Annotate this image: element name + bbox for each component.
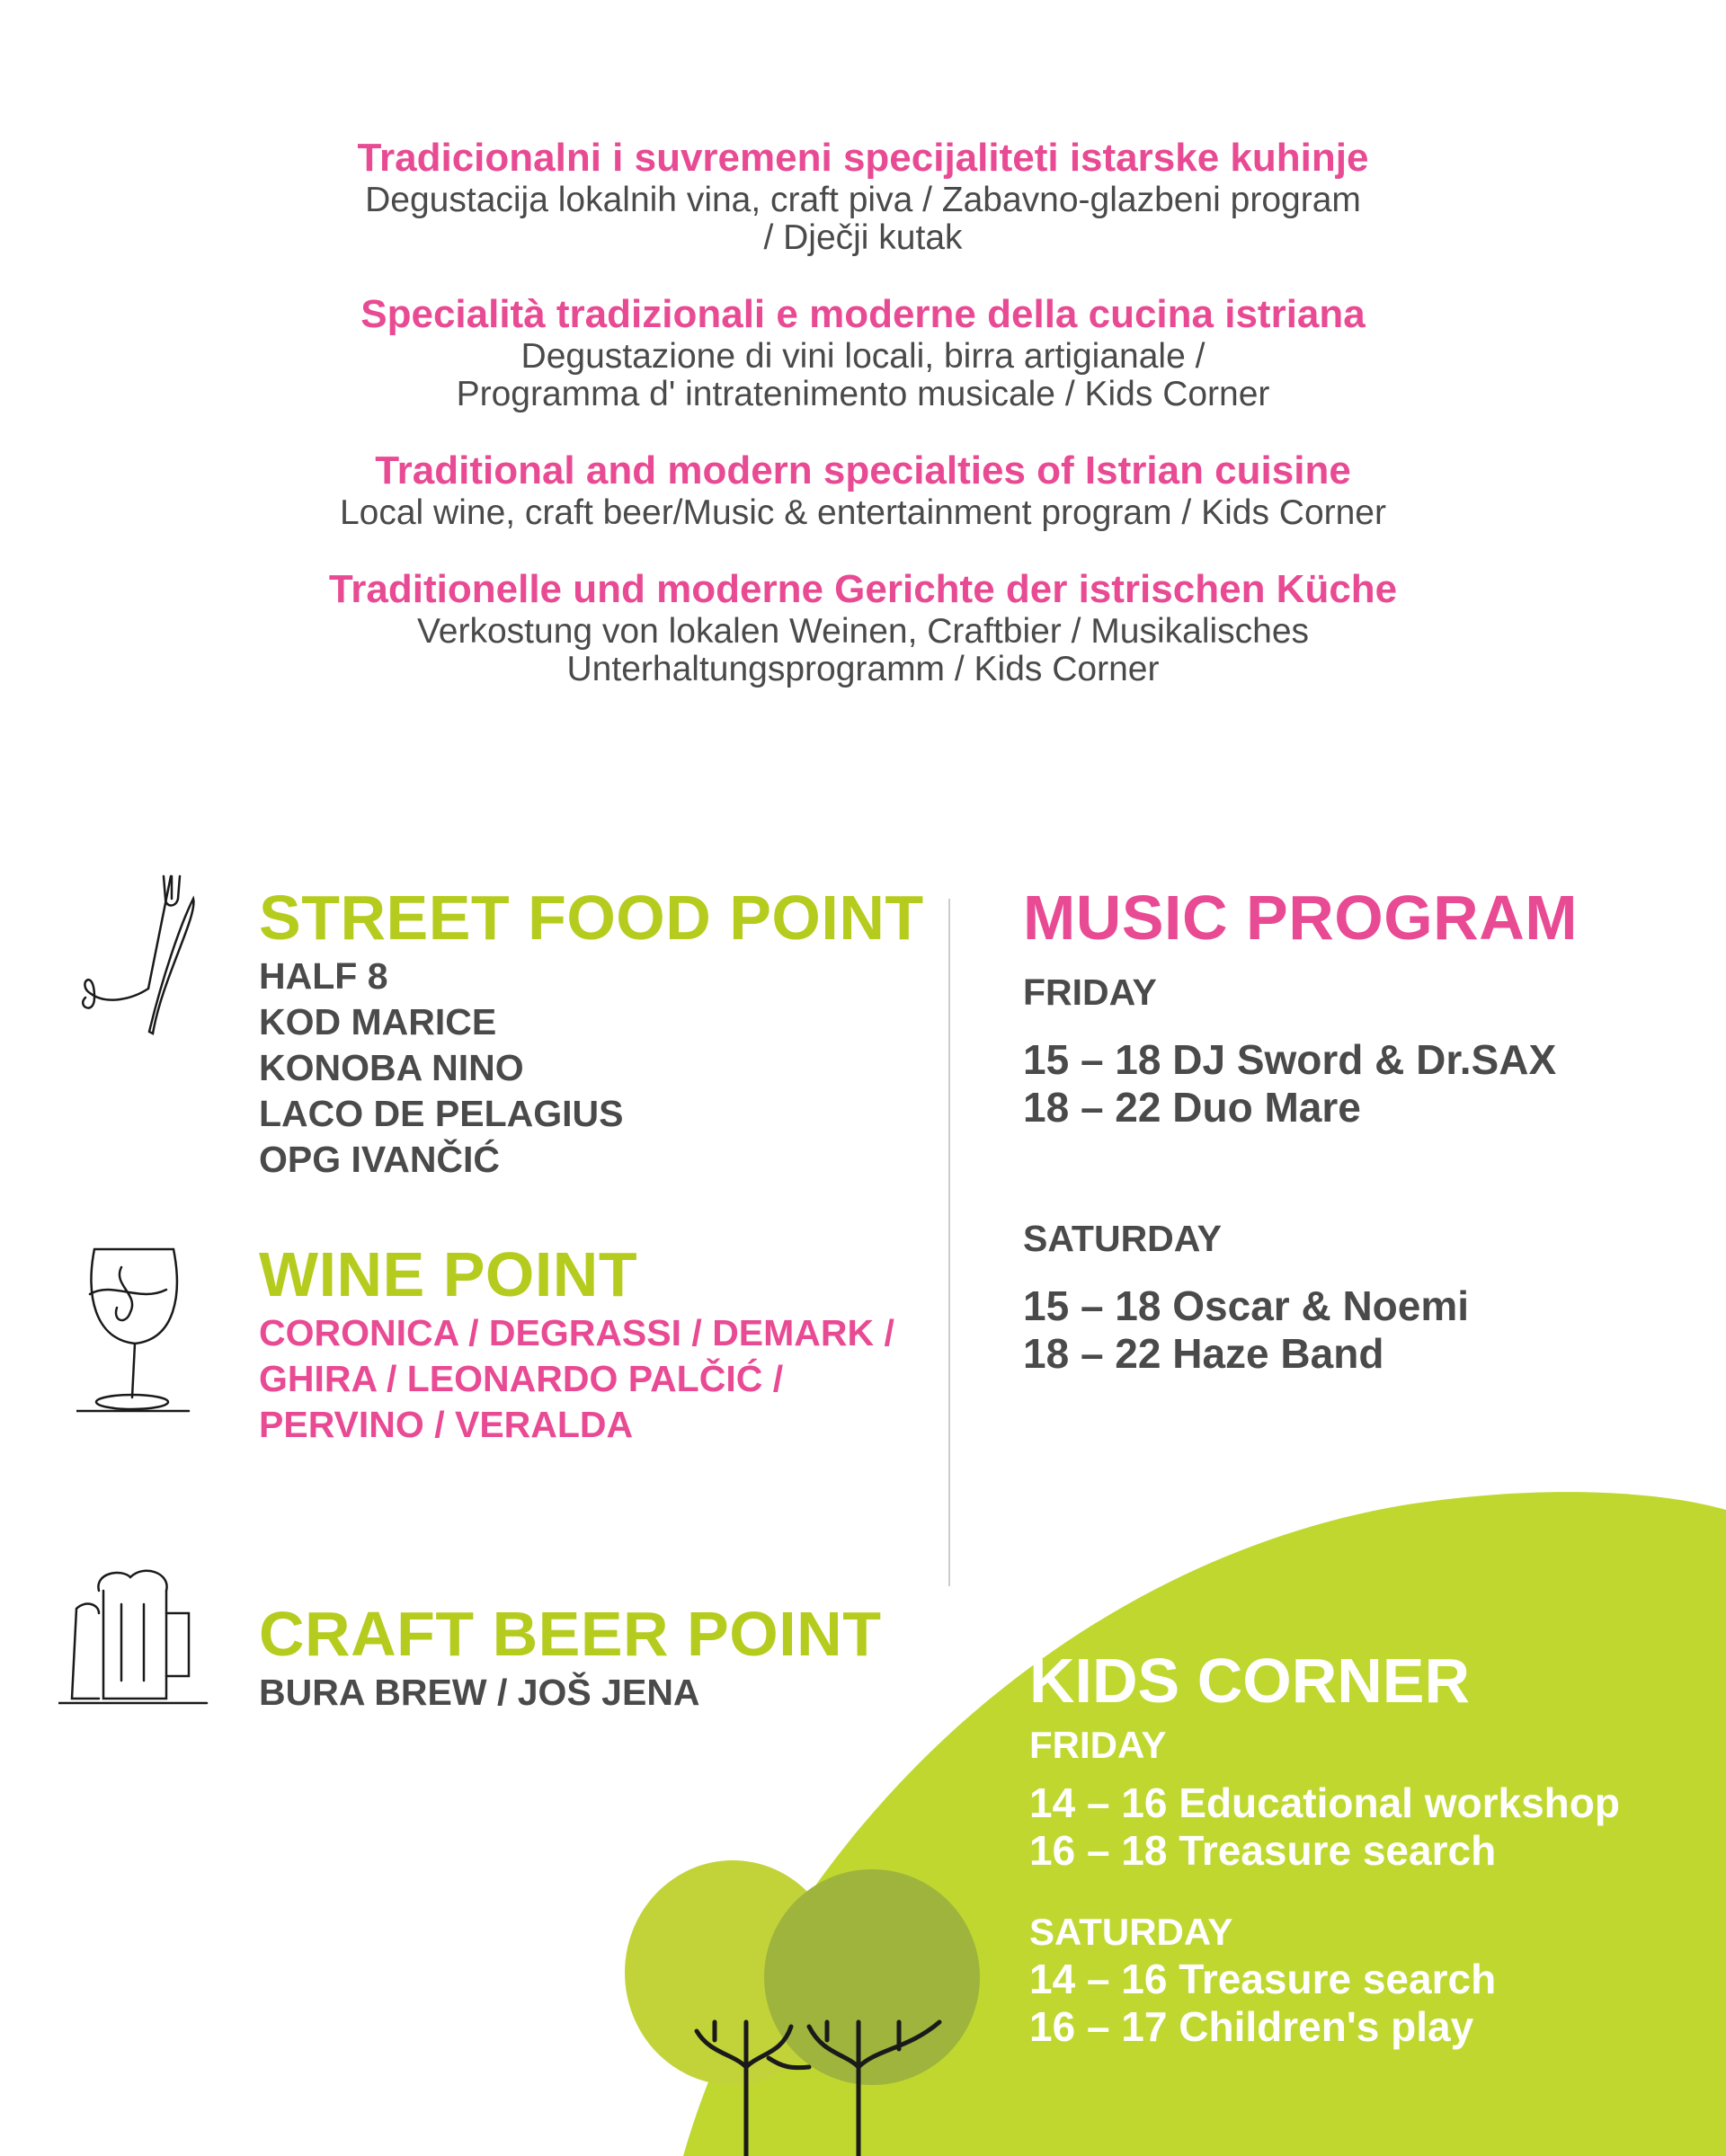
wine-glass-icon [76,1240,193,1420]
list-item: KONOBA NINO [259,1047,524,1088]
music-slot: 15 – 18 DJ Sword & Dr.SAX [1023,1036,1557,1083]
beer-mug-icon [58,1564,211,1708]
music-title: MUSIC PROGRAM [1023,883,1579,953]
wine-line: CORONICA / DEGRASSI / DEMARK / [259,1312,894,1353]
kids-corner-section [1029,1645,1620,2051]
music-slot: 18 – 22 Haze Band [1023,1330,1384,1377]
street-food-title: STREET FOOD POINT [259,883,924,953]
intro-line: Programma d' intratenimento musicale / Kids Corner [456,375,1270,413]
kids-slot: 16 – 17 Children's play [1029,2003,1474,2050]
street-food-section [259,883,924,1183]
intro-title-en: Traditional and modern specialties of Istrian cuisine [375,448,1351,492]
list-item: OPG IVANČIĆ [259,1139,501,1180]
music-friday-slots [1023,1036,1578,1131]
list-item: KOD MARICE [259,1001,497,1043]
intro-line: Unterhaltungsprogramm / Kids Corner [566,650,1160,688]
intro-title-it: Specialità tradizionali e moderne della cucina istriana [360,292,1366,336]
list-item: BURA BREW / JOŠ JENA [259,1672,700,1713]
kids-slot: 16 – 18 Treasure search [1029,1827,1497,1874]
intro-title-hr: Tradicionalni i suvremeni specijaliteti istarske kuhinje [357,136,1369,180]
intro-line: / Dječji kutak [763,218,963,257]
street-food-list [259,954,924,1183]
kids-slot: 14 – 16 Educational workshop [1029,1779,1620,1826]
kids-corner-title: KIDS CORNER [1029,1646,1471,1716]
intro-line: Degustazione di vini locali, birra artigianale / [520,337,1206,376]
list-item: LACO DE PELAGIUS [259,1093,624,1134]
wine-line: PERVINO / VERALDA [259,1404,634,1445]
intro-title-de: Traditionelle und moderne Gerichte der istrischen Küche [328,567,1398,611]
wine-line: GHIRA / LEONARDO PALČIĆ / [259,1358,784,1399]
list-item: HALF 8 [259,955,388,997]
wine-list [259,1310,894,1448]
wine-section [259,1240,894,1448]
kids-friday-label: FRIDAY [1029,1724,1167,1766]
column-divider [948,899,950,1586]
kids-saturday-label: SATURDAY [1029,1911,1233,1953]
intro-line: Degustacija lokalnih vina, craft piva / Zabavno-glazbeni program [365,181,1361,219]
kids-friday-slots [1029,1779,1620,1875]
wine-title: WINE POINT [259,1239,638,1309]
intro-line: Local wine, craft beer/Music & entertainment program / Kids Corner [339,493,1386,532]
music-saturday-slots [1023,1282,1578,1378]
intro-line: Verkostung von lokalen Weinen, Craftbier / Musikalisches [416,612,1310,651]
kids-slot: 14 – 16 Treasure search [1029,1956,1497,2002]
craft-beer-section [259,1600,881,1716]
fork-knife-icon [72,872,207,1043]
music-friday-label: FRIDAY [1023,972,1157,1013]
craft-beer-list [259,1670,881,1716]
music-slot: 15 – 18 Oscar & Noemi [1023,1282,1470,1329]
craft-beer-title: CRAFT BEER POINT [259,1599,882,1669]
music-section [1023,883,1578,1378]
music-saturday-label: SATURDAY [1023,1218,1222,1259]
music-slot: 18 – 22 Duo Mare [1023,1084,1361,1131]
kids-saturday-slots [1029,1956,1620,2051]
